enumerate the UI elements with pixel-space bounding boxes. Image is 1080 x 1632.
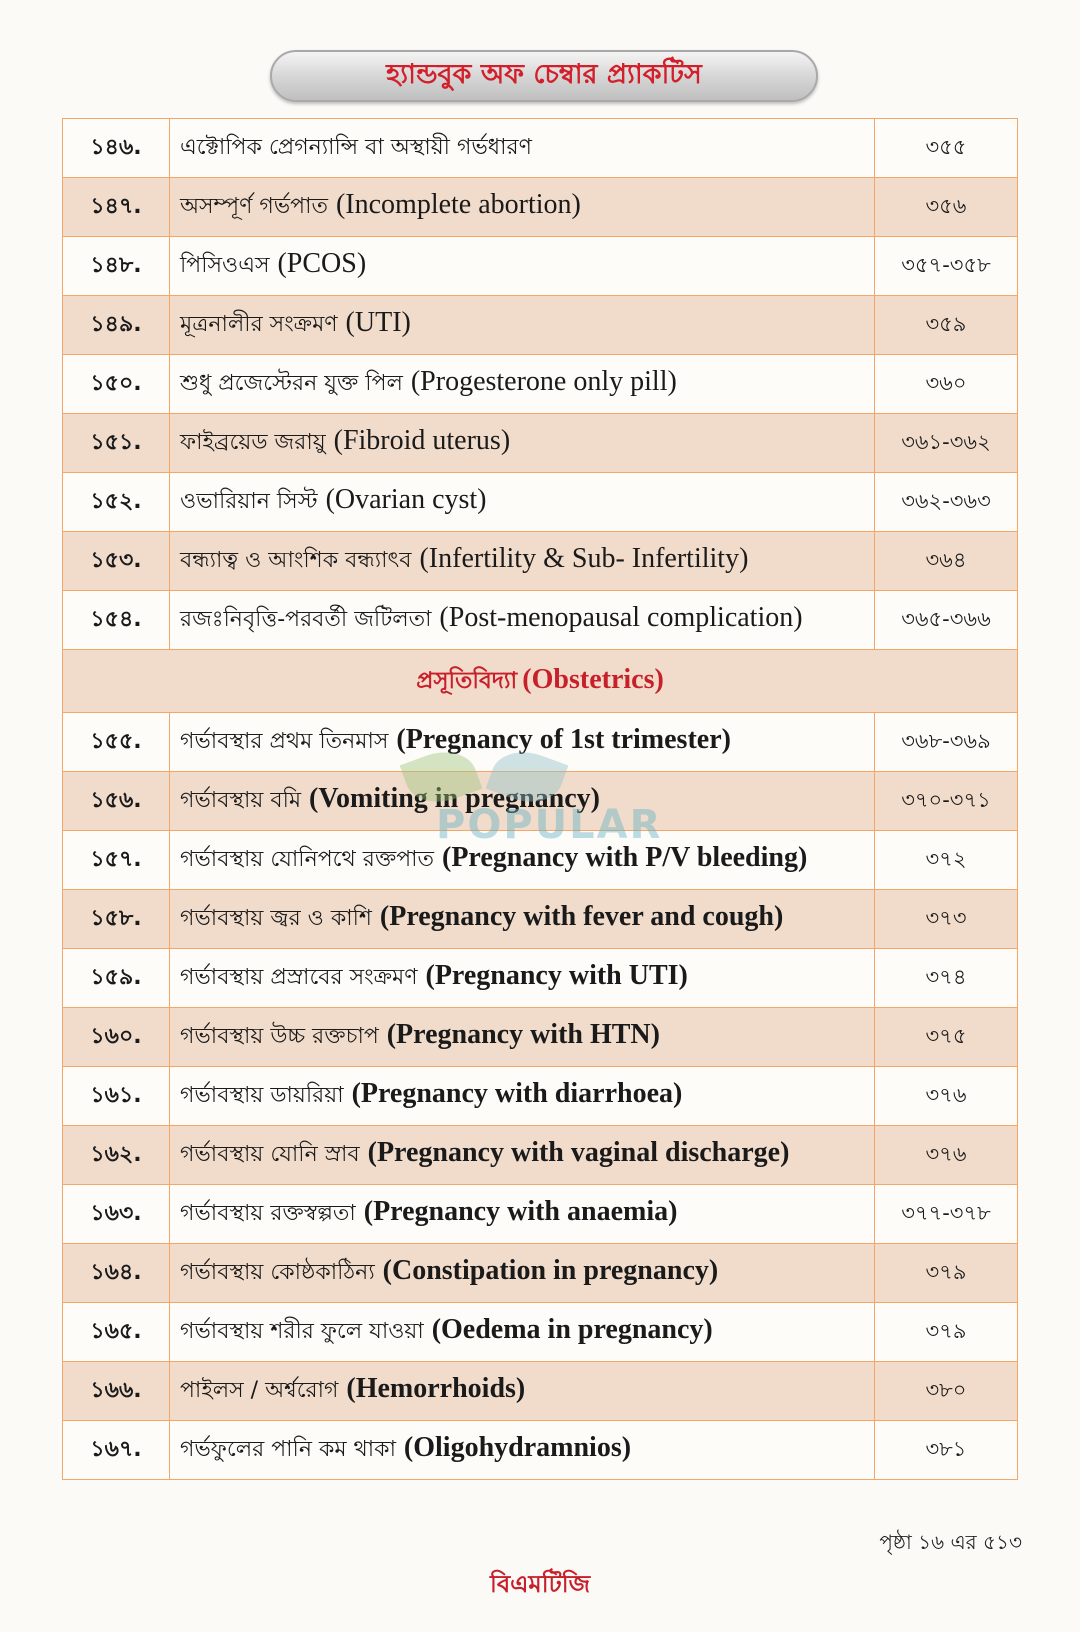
section-heading-bn: প্রসূতিবিদ্যা: [416, 667, 518, 694]
entry-number: ১৫১.: [63, 414, 170, 473]
entry-title: [170, 414, 875, 473]
section-heading-en: (Obstetrics): [522, 663, 664, 695]
entry-title: [170, 178, 875, 237]
entry-number: ১৫৫.: [63, 713, 170, 772]
entry-page: ৩৫৫: [875, 119, 1018, 178]
entry-title: [170, 119, 875, 178]
entry-title-en: (Ovarian cyst): [325, 483, 487, 515]
entry-title-en: (Infertility & Sub- Infertility): [419, 542, 749, 574]
contents-table: [62, 118, 1018, 1480]
entry-title: [170, 890, 875, 949]
entry-title-bn: পিসিওএস: [180, 252, 270, 278]
entry-title-en: (PCOS): [277, 247, 367, 279]
table-row: [63, 178, 1018, 237]
entry-title-bn: ফাইব্রয়েড জরায়ু: [180, 429, 326, 455]
book-title: হ্যান্ডবুক অফ চেম্বার প্র্যাকটিস: [386, 58, 702, 90]
entry-title-bn: গর্ভাবস্থায় রক্তস্বল্পতা: [180, 1200, 356, 1226]
entry-page: ৩৭৭-৩৭৮: [875, 1185, 1018, 1244]
entry-title: [170, 1126, 875, 1185]
entry-title-en: (Pregnancy with anaemia): [363, 1195, 678, 1227]
entry-title-en: (Fibroid uterus): [333, 424, 511, 456]
entry-number: ১৬৪.: [63, 1244, 170, 1303]
section-heading-row: [63, 650, 1018, 713]
entry-title-bn: গর্ভাবস্থায় ডায়রিয়া: [180, 1082, 344, 1108]
entry-title: [170, 473, 875, 532]
entry-title-en: (Pregnancy with UTI): [425, 959, 688, 991]
entry-number: ১৬০.: [63, 1008, 170, 1067]
entry-page: ৩৮০: [875, 1362, 1018, 1421]
entry-number: ১৬৩.: [63, 1185, 170, 1244]
entry-number: ১৪৭.: [63, 178, 170, 237]
entry-page: ৩৫৬: [875, 178, 1018, 237]
entry-title-bn: পাইলস / অর্শ্বরোগ: [180, 1377, 339, 1403]
entry-page: ৩৬২-৩৬৩: [875, 473, 1018, 532]
entry-title-bn: শুধু প্রজেস্টেরন যুক্ত পিল: [180, 370, 403, 396]
entry-title: [170, 355, 875, 414]
entry-page: ৩৬৮-৩৬৯: [875, 713, 1018, 772]
table-row: [63, 355, 1018, 414]
entry-title: [170, 1008, 875, 1067]
entry-title: [170, 1185, 875, 1244]
footer-label: বিএমটিজি: [489, 1570, 591, 1598]
table-row: [63, 296, 1018, 355]
entry-title: [170, 1362, 875, 1421]
entry-number: ১৫০.: [63, 355, 170, 414]
table-row: [63, 831, 1018, 890]
entry-title: [170, 591, 875, 650]
entry-title-bn: গর্ভাবস্থায় শরীর ফুলে যাওয়া: [180, 1318, 424, 1344]
entry-page: ৩৭২: [875, 831, 1018, 890]
table-row: [63, 1008, 1018, 1067]
entry-page: ৩৭৪: [875, 949, 1018, 1008]
entry-number: ১৫৯.: [63, 949, 170, 1008]
entry-number: ১৫৭.: [63, 831, 170, 890]
entry-page: ৩৭৬: [875, 1067, 1018, 1126]
entry-title-bn: গর্ভফুলের পানি কম থাকা: [180, 1436, 396, 1462]
entry-title: [170, 949, 875, 1008]
table-row: [63, 1067, 1018, 1126]
table-row: [63, 1421, 1018, 1480]
entry-title: [170, 532, 875, 591]
table-row: [63, 1362, 1018, 1421]
entry-number: ১৫৩.: [63, 532, 170, 591]
entry-title: [170, 713, 875, 772]
entry-number: ১৬৫.: [63, 1303, 170, 1362]
entry-title-bn: ওভারিয়ান সিস্ট: [180, 488, 318, 514]
entry-page: ৩৮১: [875, 1421, 1018, 1480]
entry-page: ৩৬১-৩৬২: [875, 414, 1018, 473]
table-row: [63, 473, 1018, 532]
entry-number: ১৬১.: [63, 1067, 170, 1126]
table-row: [63, 890, 1018, 949]
table-row: [63, 949, 1018, 1008]
table-row: [63, 1126, 1018, 1185]
table-row: [63, 119, 1018, 178]
entry-title: [170, 1421, 875, 1480]
entry-title-bn: মূত্রনালীর সংক্রমণ: [180, 311, 338, 337]
entry-number: ১৪৮.: [63, 237, 170, 296]
entry-title-en: (Pregnancy with diarrhoea): [351, 1077, 683, 1109]
table-row: [63, 1244, 1018, 1303]
entry-page: ৩৬০: [875, 355, 1018, 414]
entry-title-en: (Oligohydramnios): [403, 1431, 632, 1463]
entry-title-en: (Constipation in pregnancy): [382, 1254, 719, 1286]
entry-title-en: (UTI): [345, 306, 411, 338]
entry-page: ৩৭৬: [875, 1126, 1018, 1185]
entry-page: ৩৭৯: [875, 1303, 1018, 1362]
entry-page: ৩৭৯: [875, 1244, 1018, 1303]
entry-number: ১৪৬.: [63, 119, 170, 178]
entry-title: [170, 1067, 875, 1126]
entry-title-bn: গর্ভাবস্থায় যোনিপথে রক্তপাত: [180, 846, 435, 872]
entry-title: [170, 1244, 875, 1303]
table-row: [63, 414, 1018, 473]
entry-page: ৩৫৯: [875, 296, 1018, 355]
entry-title-en: (Pregnancy with fever and cough): [379, 900, 784, 932]
entry-number: ১৫৬.: [63, 772, 170, 831]
entry-title-en: (Oedema in pregnancy): [431, 1313, 713, 1345]
entry-page: ৩৫৭-৩৫৮: [875, 237, 1018, 296]
entry-page: ৩৬৫-৩৬৬: [875, 591, 1018, 650]
entry-number: ১৬৭.: [63, 1421, 170, 1480]
entry-title-en: (Hemorrhoids): [346, 1372, 526, 1404]
entry-title-bn: এক্টোপিক প্রেগন্যান্সি বা অস্থায়ী গর্ভধারণ: [180, 134, 532, 160]
table-row: [63, 1185, 1018, 1244]
entry-page: ৩৭০-৩৭১: [875, 772, 1018, 831]
table-row: [63, 591, 1018, 650]
entry-title-bn: গর্ভাবস্থায় উচ্চ রক্তচাপ: [180, 1023, 379, 1049]
entry-title: [170, 237, 875, 296]
entry-page: ৩৭৩: [875, 890, 1018, 949]
entry-title-en: (Pregnancy with vaginal discharge): [367, 1136, 790, 1168]
entry-title-bn: গর্ভাবস্থায় জ্বর ও কাশি: [180, 905, 372, 931]
header-banner: [270, 50, 818, 102]
section-heading: [63, 650, 1018, 713]
entry-title-bn: গর্ভাবস্থায় কোষ্ঠকাঠিন্য: [180, 1259, 375, 1285]
entry-title-bn: গর্ভাবস্থায় বমি: [180, 787, 302, 813]
entry-title: [170, 772, 875, 831]
entry-title-bn: বন্ধ্যাত্ব ও আংশিক বন্ধ্যাৎব: [180, 547, 412, 573]
entry-number: ১৬২.: [63, 1126, 170, 1185]
table-row: [63, 772, 1018, 831]
entry-title-en: (Incomplete abortion): [335, 188, 581, 220]
table-row: [63, 713, 1018, 772]
entry-number: ১৫৮.: [63, 890, 170, 949]
entry-title: [170, 1303, 875, 1362]
entry-title-en: (Pregnancy with P/V bleeding): [442, 841, 808, 873]
entry-number: ১৫২.: [63, 473, 170, 532]
entry-title-en: (Vomiting in pregnancy): [309, 782, 600, 814]
entry-title-en: (Post-menopausal complication): [439, 601, 803, 633]
entry-title-bn: গর্ভাবস্থায় প্রস্রাবের সংক্রমণ: [180, 964, 418, 990]
entry-title-en: (Progesterone only pill): [410, 365, 677, 397]
entry-title-bn: অসম্পূর্ণ গর্ভপাত: [180, 193, 329, 219]
entry-title: [170, 831, 875, 890]
entry-number: ১৬৬.: [63, 1362, 170, 1421]
entry-number: ১৫৪.: [63, 591, 170, 650]
entry-title-bn: গর্ভাবস্থায় যোনি স্রাব: [180, 1141, 360, 1167]
entry-page: ৩৭৫: [875, 1008, 1018, 1067]
entry-title-en: (Pregnancy with HTN): [386, 1018, 660, 1050]
entry-title: [170, 296, 875, 355]
entry-title-bn: রজঃনিবৃত্তি-পরবর্তী জটিলতা: [180, 606, 432, 632]
watermark-text: POPULAR: [436, 802, 663, 848]
entry-number: ১৪৯.: [63, 296, 170, 355]
table-row: [63, 237, 1018, 296]
entry-title-en: (Pregnancy of 1st trimester): [396, 723, 731, 755]
entry-page: ৩৬৪: [875, 532, 1018, 591]
table-row: [63, 532, 1018, 591]
table-row: [63, 1303, 1018, 1362]
entry-title-bn: গর্ভাবস্থার প্রথম তিনমাস: [180, 728, 389, 754]
page-count: পৃষ্ঠা ১৬ এর ৫১৩: [879, 1530, 1022, 1554]
